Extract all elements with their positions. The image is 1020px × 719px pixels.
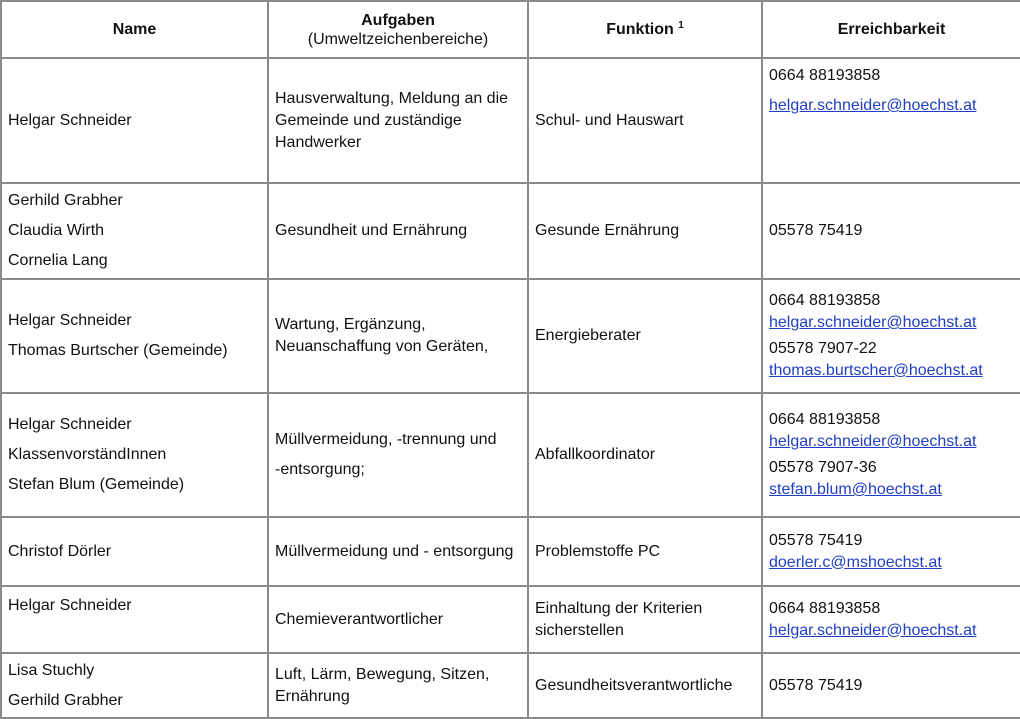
person-name: Cornelia Lang [8,252,108,269]
person-name: Helgar Schneider [8,312,132,329]
header-name: Name [1,1,268,58]
function-cell: Schul- und Hauswart [528,58,762,183]
reach-cell [762,183,1020,279]
names-cell [1,393,268,517]
task-cell: Gesundheit und Ernährung [268,183,528,279]
email-link[interactable]: helgar.schneider@hoechst.at [769,314,977,331]
person-name: Helgar Schneider [8,416,132,433]
person-name: Helgar Schneider [8,111,132,129]
function-cell: Problemstoffe PC [528,517,762,586]
header-reach: Erreichbarkeit [762,1,1020,58]
person-name: Christof Dörler [8,542,112,560]
reach-cell [762,653,1020,718]
footnote-marker: 1 [678,20,684,31]
email-link[interactable]: thomas.burtscher@hoechst.at [769,362,983,379]
header-row [1,1,1020,58]
phone: 0664 88193858 [769,67,881,84]
person-name: Thomas Burtscher (Gemeinde) [8,342,228,359]
function-cell: Gesundheitsverantwortliche [528,653,762,718]
header-tasks [268,1,528,58]
names-cell [1,279,268,393]
phone: 0664 88193858 [769,599,881,617]
names-cell [1,183,268,279]
email-link[interactable]: doerler.c@mshoechst.at [769,553,942,571]
phone: 0664 88193858 [769,292,881,309]
header-tasks-title: Aufgaben [361,11,435,29]
email-link[interactable]: helgar.schneider@hoechst.at [769,97,977,114]
table-row [1,653,1020,718]
phone: 0664 88193858 [769,411,881,428]
table-row [1,279,1020,393]
person-name: Gerhild Grabher [8,691,123,709]
table-row [1,393,1020,517]
person-name: KlassenvorständInnen [8,446,167,463]
table-row [1,586,1020,653]
task-cell: Luft, Lärm, Bewegung, Sitzen, Ernährung [268,653,528,718]
names-cell [1,517,268,586]
header-tasks-subtitle: (Umweltzeichenbereiche) [307,30,489,48]
person-name: Helgar Schneider [8,597,132,614]
names-cell [1,58,268,183]
person-name: Claudia Wirth [8,222,105,239]
phone: 05578 75419 [769,531,863,549]
phone: 05578 7907-36 [769,459,877,476]
reach-cell [762,586,1020,653]
phone: 05578 7907-22 [769,340,877,357]
task-cell: Chemieverantwortlicher [268,586,528,653]
person-name: Stefan Blum (Gemeinde) [8,476,185,493]
function-cell: Energieberater [528,279,762,393]
reach-cell [762,517,1020,586]
table-row [1,183,1020,279]
header-function: Funktion $^1$ [528,1,762,58]
task-line: -entsorgung; [275,461,365,478]
email-link[interactable]: helgar.schneider@hoechst.at [769,433,977,450]
reach-cell [762,279,1020,393]
names-cell [1,653,268,718]
phone: 05578 75419 [769,676,863,694]
reach-cell [762,393,1020,517]
phone: 05578 75419 [769,222,863,239]
email-link[interactable]: helgar.schneider@hoechst.at [769,621,977,639]
function-cell: Abfallkoordinator [528,393,762,517]
task-line: Müllvermeidung, -trennung und [275,431,497,448]
task-cell: Wartung, Ergänzung, Neuanschaffung von Geräten, [268,279,528,393]
function-cell: Einhaltung der Kriterien sicherstellen [528,586,762,653]
email-link[interactable]: stefan.blum@hoechst.at [769,481,942,498]
reach-cell [762,58,1020,183]
function-cell: Gesunde Ernährung [528,183,762,279]
person-name: Lisa Stuchly [8,661,95,679]
table-row [1,517,1020,586]
person-name: Gerhild Grabher [8,192,123,209]
names-cell [1,586,268,653]
task-cell: Müllvermeidung und - entsorgung [268,517,528,586]
task-cell: Hausverwaltung, Meldung an die Gemeinde und zuständige Handwerker [268,58,528,183]
task-cell [268,393,528,517]
table-row [1,58,1020,183]
